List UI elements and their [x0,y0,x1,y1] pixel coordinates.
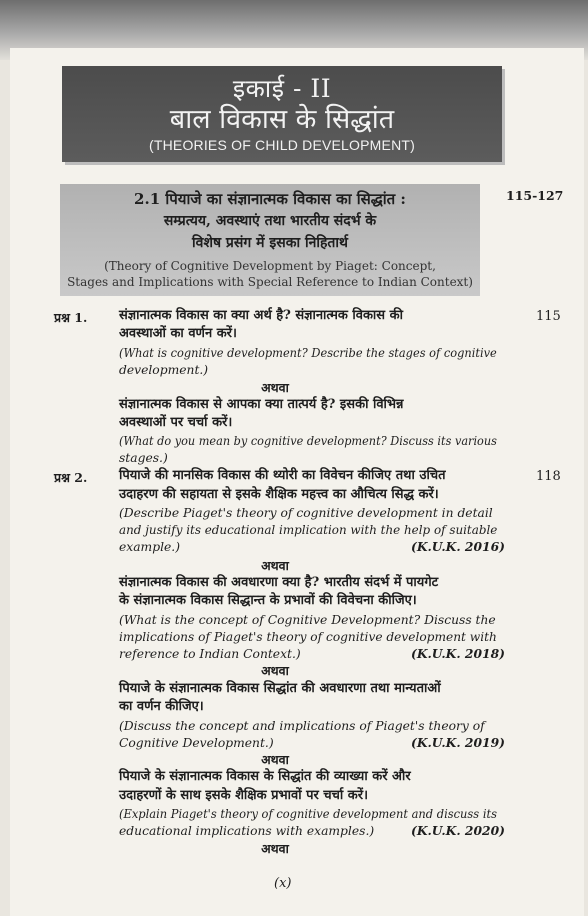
q2-hindi-line: संज्ञानात्मक विकास की अवधारणा क्या है? भारतीय संदर्भ में पायगेट [119,575,439,590]
question-1-label: प्रश्न 1. [54,310,88,325]
q2-english-line: example.) [119,540,180,554]
unit-number: इकाई - II [232,74,332,103]
or-divider: अथवा [261,841,289,856]
q1-english-line: stages.) [119,451,168,465]
page-number: (x) [274,876,292,891]
q1-english-line: (What do you mean by cognitive development? Discuss its various [119,434,497,448]
q2-hindi-line: उदाहरण की सहायता से इसके शैक्षिक महत्त्व का औचित्य सिद्ध करें। [119,487,439,502]
or-divider: अथवा [261,380,289,395]
topic-heading-line-2: सम्प्रत्यय, अवस्थाएं तथा भारतीय संदर्भ के [163,213,377,229]
q2-english-line: implications of Piaget's theory of cognitive development with [119,630,497,644]
q2-hindi-line: का वर्णन कीजिए। [119,699,204,714]
q1-hindi-line: अवस्थाओं पर चर्चा करें। [119,415,233,430]
q2-hindi-line: पियाजे के संज्ञानात्मक विकास के सिद्धांत की व्याख्या करें और [119,769,411,784]
or-divider: अथवा [261,558,289,573]
q2-hindi-line: उदाहरणों के साथ इसके शैक्षिक प्रभावों पर चर्चा करें। [119,788,369,803]
q2-english-line: reference to Indian Context.) [119,647,301,661]
q2-hindi-line: के संज्ञानात्मक विकास सिद्धान्त के प्रभावों की विवेचना कीजिए। [119,593,417,608]
topic-english-line-2: Stages and Implications with Special Reference to Indian Context) [67,275,473,289]
q1-hindi-line: संज्ञानात्मक विकास का क्या अर्थ है? संज्ञानात्मक विकास की [119,308,403,323]
q1-english-line: development.) [119,363,209,377]
q2-english-line: educational implications with examples.) [119,824,375,838]
exam-reference: (K.U.K. 2016) [411,539,505,554]
topic-page-range: 115-127 [506,188,564,203]
question-1-page: 115 [536,309,561,324]
topic-english-line-1: (Theory of Cognitive Development by Piaget: Concept, [104,259,436,273]
topic-heading: 2.1 पियाजे का संज्ञानात्मक विकास का सिद्धांत : [134,190,406,208]
q1-english-line: (What is cognitive development? Describe the stages of cognitive [119,346,497,360]
q1-hindi-line: संज्ञानात्मक विकास से आपका क्या तात्पर्य है? इसकी विभिन्न [119,397,404,412]
q2-hindi-line: पियाजे की मानसिक विकास की थ्योरी का विवेचन कीजिए तथा उचित [119,468,446,483]
q2-english-line: Cognitive Development.) [119,736,274,750]
exam-reference: (K.U.K. 2018) [411,646,505,661]
q2-hindi-line: पियाजे के संज्ञानात्मक विकास सिद्धांत की अवधारणा तथा मान्यताओं [119,681,441,696]
q2-english-line: (Discuss the concept and implications of Piaget's theory of [119,719,485,733]
unit-title-hindi: बाल विकास के सिद्धांत [169,104,395,135]
exam-reference: (K.U.K. 2019) [411,735,505,750]
question-2-label: प्रश्न 2. [54,470,88,485]
q1-hindi-line: अवस्थाओं का वर्णन करें। [119,326,237,341]
or-divider: अथवा [261,752,289,767]
q2-english-line: and justify its educational implication with the help of suitable [119,523,498,537]
unit-banner [62,66,502,162]
question-2-page: 118 [536,469,561,484]
q2-english-line: (What is the concept of Cognitive Development? Discuss the [119,613,496,627]
topic-heading-line-3: विशेष प्रसंग में इसका निहितार्थ [192,235,348,251]
exam-reference: (K.U.K. 2020) [411,823,505,838]
unit-title-english: (THEORIES OF CHILD DEVELOPMENT) [148,137,415,153]
q2-english-line: (Describe Piaget's theory of cognitive development in detail [119,506,493,520]
q2-english-line: (Explain Piaget's theory of cognitive development and discuss its [119,807,497,821]
or-divider: अथवा [261,663,289,678]
